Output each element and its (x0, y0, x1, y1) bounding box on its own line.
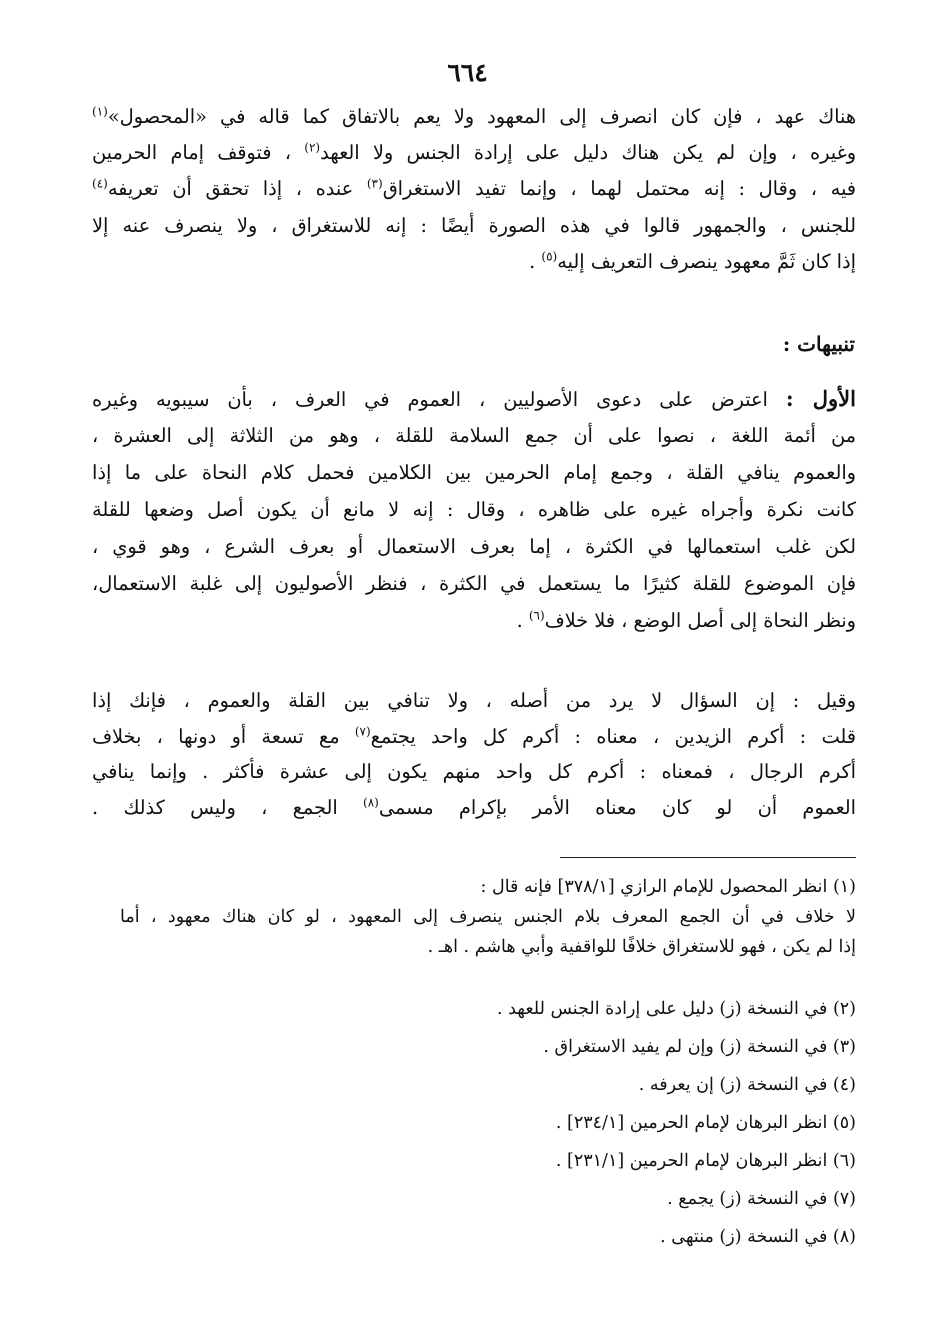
footnote-item: (٨) في النسخة (ز) منتهى . (660, 1227, 856, 1247)
lead-word: الأول : (785, 386, 856, 411)
footnote-item: (٥) انظر البرهان لإمام الحرمين [٢٣٤/١] . (555, 1113, 856, 1133)
text-segment: قلت : أكرم الزيدين ، معناه : أكرم كل واحد يجتمع (370, 724, 856, 748)
footnote-separator (560, 857, 856, 858)
section-heading: تنبيهات : (782, 332, 855, 356)
footnote-quote-line: إذا لم يكن ، فهو للاستغراق خلافًا للواقفية وأبي هاشم . اهـ . (427, 937, 856, 957)
text-line (92, 790, 856, 826)
footnote-quote-line: لا خلاف في أن الجمع المعرف بلام الجنس ينصرف إلى المعهود ، لو كان هناك معهود ، أما (120, 907, 856, 927)
footnote-item: (٦) انظر البرهان لإمام الحرمين [٢٣١/١] . (555, 1151, 856, 1171)
footnote-head (120, 872, 856, 902)
text-line (92, 135, 856, 171)
text-line: للجنس ، والجمهور قالوا في هذه الصورة أيضًا : إنه للاستغراق ، ولا ينصرف عنه إلا (92, 213, 856, 237)
text-line: كانت نكرة وأجراه غيره على ظاهره ، وقال : إنه لا مانع أن يكون أصل وضعها للقلة (92, 498, 856, 521)
text-segment: اعترض على دعوى الأصوليين ، العموم في العرف ، بأن سيبويه وغيره (92, 388, 768, 411)
text-segment: عنده ، إذا تحقق أن تعريفه (107, 177, 354, 201)
text-line (92, 244, 856, 280)
footnote-ref: (١) (92, 104, 108, 119)
text-line: أكرم الرجال ، فمعناه : أكرم كل واحد منهم يكون إلى عشرة فأكثر . وإنما ينافي (92, 760, 856, 783)
text-segment: . (516, 609, 523, 632)
text-line: وقيل : إن السؤال لا يرد من أصله ، ولا تنافي بين القلة والعموم ، فإنك إذا (92, 689, 856, 712)
text-segment: وغيره ، وإن لم يكن هناك دليل على إرادة الجنس ولا العهد (320, 141, 856, 165)
text-line: والعموم ينافي القلة ، وجمع إمام الحرمين بين الكلامين فحمل كلام النحاة على ما إذا (92, 461, 856, 484)
footnote-mark: (١) (832, 877, 856, 897)
footnote-ref: (٤) (92, 176, 108, 191)
text-segment: مع تسعة أو دونها ، بخلاف (92, 724, 340, 748)
footnote-item: (٣) في النسخة (ز) وإن لم يفيد الاستغراق . (543, 1037, 856, 1057)
paragraph-3 (92, 683, 856, 825)
text-segment: فيه ، وقال : إنه محتمل لهما ، وإنما تفيد الاستغراق (382, 177, 856, 201)
text-line (92, 602, 856, 639)
text-segment: ونظر النحاة إلى أصل الوضع ، فلا خلاف (544, 609, 856, 632)
footnote-ref: (٥) (541, 249, 558, 264)
footnote-1 (120, 872, 856, 962)
footnote-ref: (٦) (528, 608, 545, 623)
text-line (92, 171, 856, 207)
text-line (92, 99, 856, 135)
text-line: لكن غلب استعمالها في الكثرة ، إما بعرف الاستعمال أو بعرف الشرع ، وهو قوي ، (92, 535, 856, 558)
text-segment: ، فتوقف إمام الحرمين (92, 141, 291, 165)
text-line (92, 380, 856, 417)
footnote-text: انظر المحصول للإمام الرازي [٣٧٨/١] فإنه قال : (480, 877, 828, 897)
text-segment: إذا كان ثَمَّ معهود ينصرف التعريف إليه (557, 249, 856, 273)
text-segment: هناك عهد ، فإن كان انصرف إلى المعهود ولا يعم بالاتفاق كما قاله في «المحصول» (107, 105, 856, 128)
paragraph-2 (92, 380, 856, 639)
page-number: ٦٦٤ (447, 58, 488, 87)
footnote-ref: (٢) (304, 140, 321, 155)
text-line (92, 719, 856, 755)
footnote-ref: (٨) (363, 795, 379, 810)
footnote-item: (٤) في النسخة (ز) إن يعرفه . (638, 1075, 856, 1095)
footnote-list (120, 990, 856, 1256)
paragraph-1 (92, 99, 856, 280)
footnote-ref: (٣) (366, 176, 383, 191)
footnote-item: (٧) في النسخة (ز) يجمع . (667, 1189, 856, 1209)
text-segment: . (529, 249, 536, 273)
footnote-ref: (٧) (354, 724, 371, 739)
footnote-item: (٢) في النسخة (ز) دليل على إرادة الجنس للعهد . (496, 999, 856, 1019)
text-line: من أئمة اللغة ، نصوا على أن جمع السلامة للقلة ، وهو من الثلاثة إلى العشرة ، (92, 424, 856, 447)
text-segment: الجمع ، وليس كذلك . (92, 795, 338, 819)
text-segment: العموم أن لو كان معناه الأمر بإكرام مسمى (378, 795, 856, 819)
text-line: فإن الموضوع للقلة كثيرًا ما يستعمل في الكثرة ، فنظر الأصوليون إلى غلبة الاستعمال، (92, 572, 856, 595)
